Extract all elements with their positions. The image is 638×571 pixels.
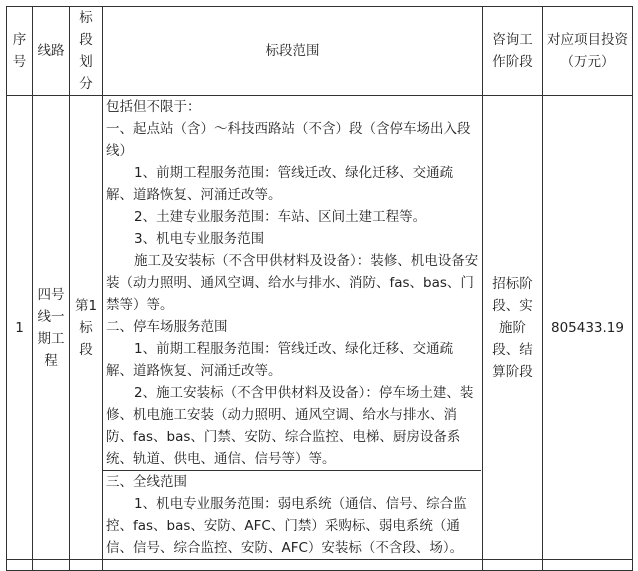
- table-row: [7, 96, 633, 560]
- cell-stage: 招标阶段、实施阶段、结算阶段: [483, 96, 543, 560]
- part3-title: 三、全线范围: [106, 474, 187, 490]
- empty-cell: [70, 560, 103, 571]
- empty-cell: [7, 560, 33, 571]
- next-row-partial: [7, 560, 633, 571]
- header-row: [7, 7, 633, 96]
- scope-table: [6, 6, 633, 571]
- empty-cell: [483, 560, 543, 571]
- header-scope: 标段范围: [103, 7, 483, 96]
- empty-cell: [103, 560, 483, 571]
- part3-block: [103, 470, 481, 559]
- header-line: 线路: [33, 7, 70, 96]
- part1-title: 一、起点站（含）～科技西路站（不含）段（含停车场出入段线）: [106, 121, 471, 159]
- cell-seq: 1: [7, 96, 33, 560]
- cell-investment: 805433.19: [543, 96, 633, 560]
- scope-intro: 包括但不限于：: [106, 99, 201, 115]
- empty-cell: [33, 560, 70, 571]
- header-stage: 咨询工作阶段: [483, 7, 543, 96]
- part1-item3: 3、机电专业服务范围: [134, 231, 265, 247]
- part1-item3-detail: 施工及安装标（不含甲供材料及设备）：装修、机电设备安装（动力照明、通风空调、给水与排水、消防、fas、bas、门禁等）等。: [106, 253, 479, 313]
- part1-item1: 1、前期工程服务范围：管线迁改、绿化迁移、交通疏解、道路恢复、河涌迁改等。: [106, 165, 454, 203]
- header-seq: 序号: [7, 7, 33, 96]
- header-section-div: 标段划分: [70, 7, 103, 96]
- part3-item1: 1、机电专业服务范围：弱电系统（通信、信号、综合监控、fas、bas、安防、AFC、门禁）采购标、弱电系统（通信、信号、综合监控、安防、AFC）安装标（不含段、场）。: [106, 496, 467, 556]
- part2-title: 二、停车场服务范围: [106, 319, 228, 335]
- part2-item2: 2、施工安装标（不含甲供材料及设备）：停车场土建、装修、机电施工安装（动力照明、通风空调、给水与排水、消防、fas、bas、门禁、安防、综合监控、电梯、厨房设备系统、轨道、供电、通信、信号等）等。: [106, 385, 474, 467]
- cell-scope: [103, 96, 483, 560]
- part2-item1: 1、前期工程服务范围：管线迁改、绿化迁移、交通疏解、道路恢复、河涌迁改等。: [106, 341, 454, 379]
- header-investment: 对应项目投资（万元）: [543, 7, 633, 96]
- part1-item2: 2、土建专业服务范围：车站、区间土建工程等。: [134, 209, 427, 225]
- cell-line: 四号线一期工程: [33, 96, 70, 560]
- cell-section: 第1标段: [70, 96, 103, 560]
- empty-cell: [543, 560, 633, 571]
